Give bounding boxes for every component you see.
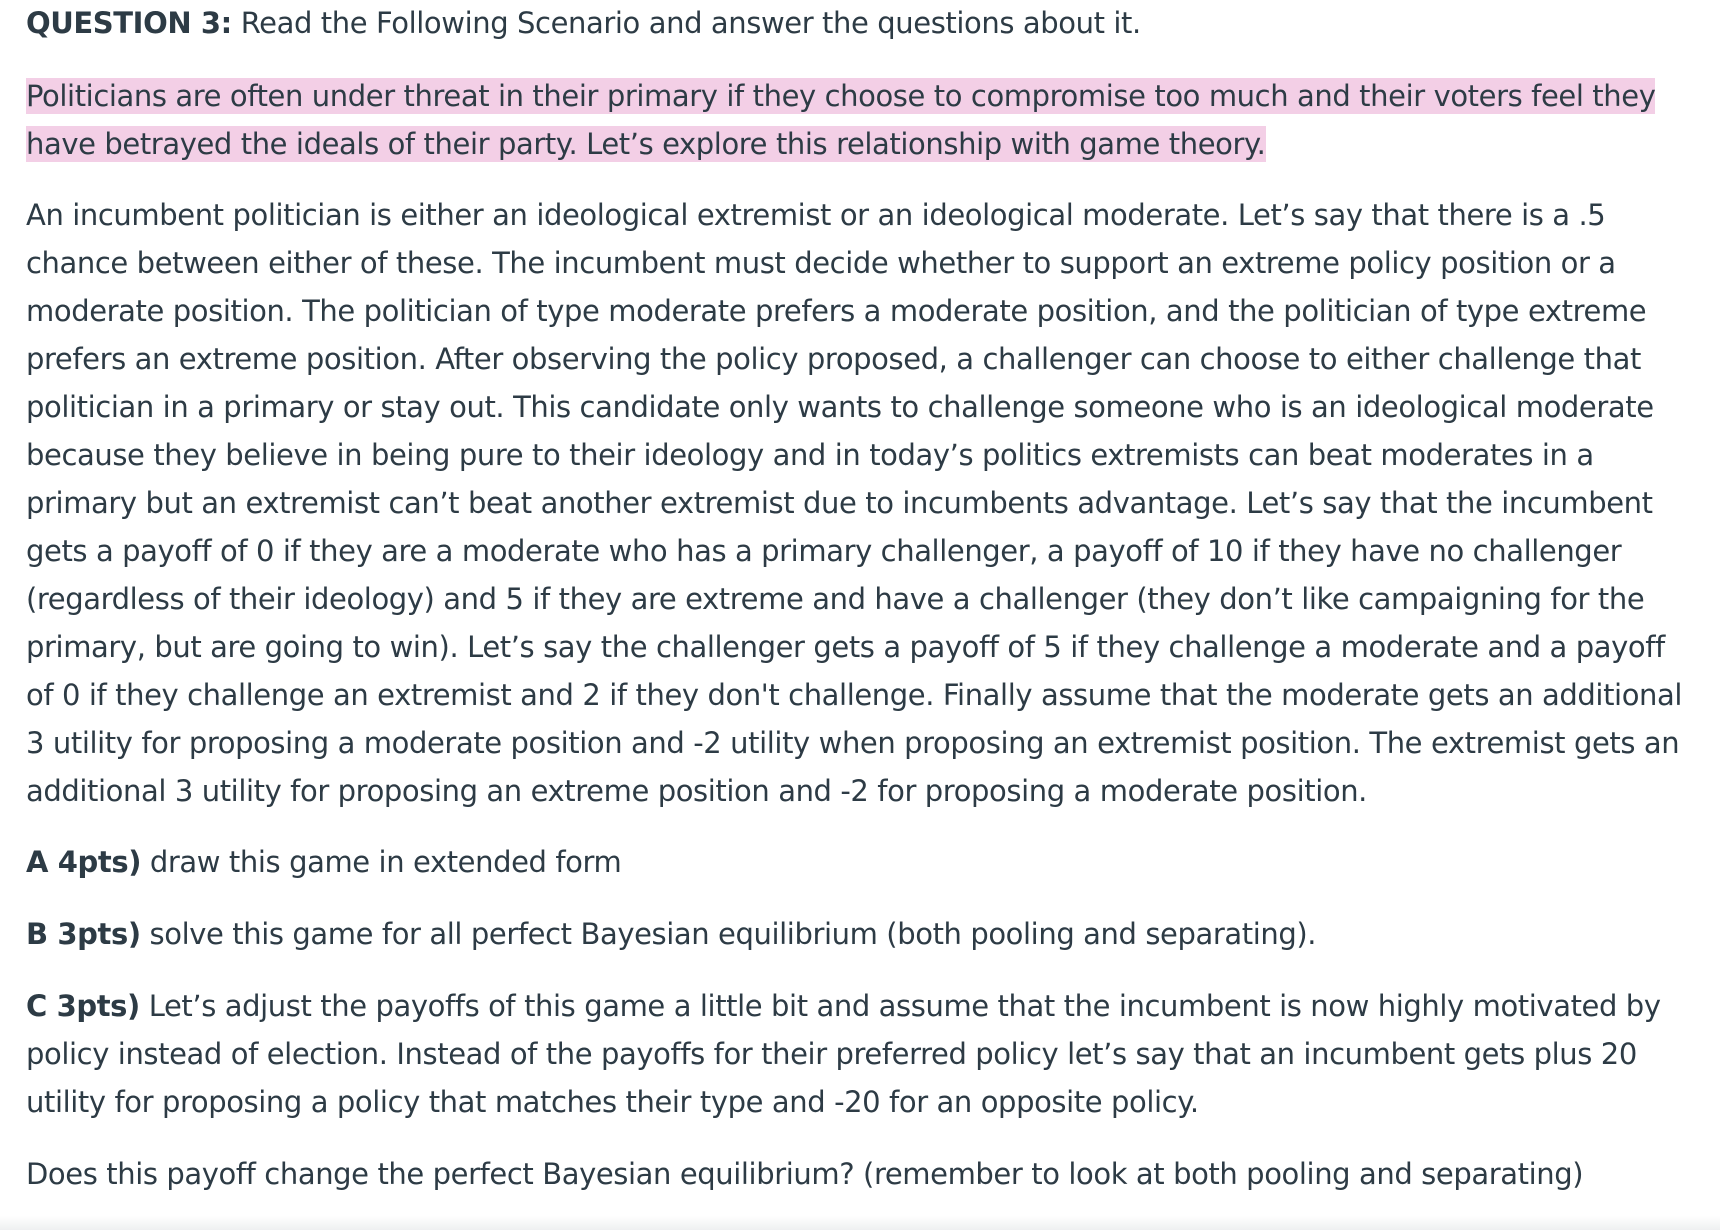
part-a-text: draw this game in extended form <box>149 845 622 879</box>
question-label: QUESTION 3: <box>26 6 232 40</box>
question-intro: Read the Following Scenario and answer the questions about it. <box>240 6 1141 40</box>
part-b-label: B 3pts) <box>26 917 141 951</box>
part-a-label: A 4pts) <box>26 845 142 879</box>
bottom-scroll-edge <box>0 1216 1720 1230</box>
question-page <box>26 0 1696 1198</box>
highlighted-paragraph <box>26 72 1696 168</box>
part-c-label: C 3pts) <box>26 989 140 1023</box>
question-heading <box>26 1 1696 45</box>
part-c <box>26 982 1696 1126</box>
part-b <box>26 910 1696 958</box>
part-a <box>26 838 1696 886</box>
final-question: Does this payoff change the perfect Bayesian equilibrium? (remember to look at both pooling and separating) <box>26 1157 1584 1191</box>
part-c-text: Let’s adjust the payoffs of this game a little bit and assume that the incumbent is now highly motivated by policy instead of election. Instead of the payoffs for their preferred policy let’s say that an incumbent gets plus 20 utility for proposing a policy that matches their type and -20 for an opposite policy. <box>26 989 1661 1119</box>
highlighted-text: Politicians are often under threat in their primary if they choose to compromise too much and their voters feel they have betrayed the ideals of their party. Let’s explore this relationship with game theory. <box>26 79 1656 161</box>
scenario-paragraph: An incumbent politician is either an ideological extremist or an ideological moderate. Let’s say that there is a .5 chance between either of these. The incumbent must decide whether to support an extreme policy position or a moderate position. The politician of type moderate prefers a moderate position, and the politician of type extreme prefers an extreme position. After observing the policy proposed, a challenger can choose to either challenge that politician in a primary or stay out. This candidate only wants to challenge someone who is an ideological moderate because they believe in being pure to their ideology and in today’s politics extremists can beat moderates in a primary but an extremist can’t beat another extremist due to incumbents advantage. Let’s say that the incumbent gets a payoff of 0 if they are a moderate who has a primary challenger, a payoff of 10 if they have no challenger (regardless of their ideology) and 5 if they are extreme and have a challenger (they don’t like campaigning for the primary, but are going to win). Let’s say the challenger gets a payoff of 5 if they challenge a moderate and a payoff of 0 if they challenge an extremist and 2 if they don't challenge. Finally assume that the moderate gets an additional 3 utility for proposing a moderate position and -2 utility when proposing an extremist position. The extremist gets an additional 3 utility for proposing an extreme position and -2 for proposing a moderate position. <box>26 198 1683 808</box>
part-b-text: solve this game for all perfect Bayesian equilibrium (both pooling and separating). <box>149 917 1317 951</box>
